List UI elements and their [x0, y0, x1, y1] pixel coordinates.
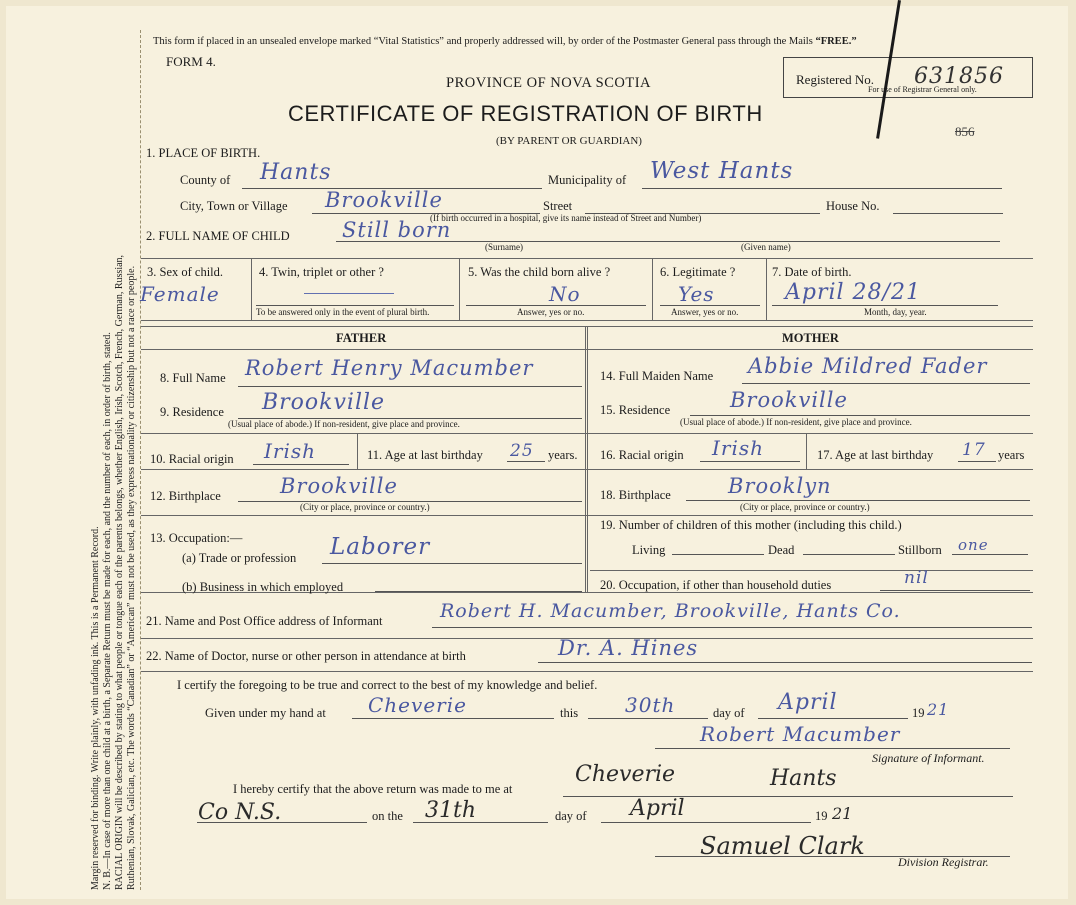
father-residence-value: Brookville	[262, 390, 386, 415]
dead-label: Dead	[768, 543, 795, 557]
legitimate-note: Answer, yes or no.	[671, 307, 739, 317]
business-label: (b) Business in which employed	[182, 580, 344, 594]
registrar-year-prefix: 19	[815, 809, 828, 823]
father-birthplace-value: Brookville	[280, 474, 398, 498]
father-age-label: 11. Age at last birthday	[367, 448, 483, 462]
stillborn-label: Stillborn	[898, 543, 942, 557]
children-label: 19. Number of children of this mother (including this child.)	[600, 518, 902, 532]
form-number: FORM 4.	[166, 54, 216, 69]
margin-note: Ruthenian, Slovak, Galician, etc. The words “Canadian” or “American” must not be used, as they express nationality or citizenship but not a race or people.	[126, 265, 137, 890]
certification-year: 21	[927, 700, 950, 719]
margin-notes	[90, 30, 138, 890]
legitimate-value: Yes	[678, 282, 715, 306]
col-divider	[806, 433, 807, 469]
mother-residence-value: Brookville	[730, 388, 848, 412]
father-racial-label: 10. Racial origin	[150, 452, 234, 466]
registrar-place-value: Cheverie	[575, 762, 676, 787]
mother-racial-value: Irish	[712, 436, 765, 460]
certificate-subtitle: (BY PARENT OR GUARDIAN)	[496, 135, 642, 147]
certification-month: April	[778, 690, 838, 715]
registrar-month: April	[630, 796, 685, 821]
informant-signature: Robert Macumber	[700, 722, 901, 746]
doctor-line	[538, 661, 1032, 663]
father-years-label: years.	[548, 448, 578, 462]
house-label: House No.	[826, 199, 880, 213]
registrar-county-value: Hants	[770, 766, 837, 791]
mother-birthplace-value: Brooklyn	[728, 474, 832, 498]
secondary-number: 856	[955, 124, 975, 139]
registered-label: Registered No.	[796, 72, 874, 87]
dead-line	[803, 553, 895, 555]
mother-birthplace-note: (City or place, province or country.)	[740, 502, 870, 512]
certificate-title: CERTIFICATE OF REGISTRATION OF BIRTH	[288, 101, 763, 126]
mother-occupation-value: nil	[904, 568, 929, 588]
stillborn-value: one	[958, 536, 989, 554]
house-line	[893, 212, 1003, 214]
mother-name-label: 14. Full Maiden Name	[600, 369, 714, 383]
sex-label: 3. Sex of child.	[147, 265, 224, 279]
father-occupation-label: 13. Occupation:—	[150, 531, 243, 545]
parents-divider	[585, 326, 588, 592]
legitimate-line	[660, 304, 760, 306]
twin-note: To be answered only in the event of plural birth.	[256, 307, 430, 317]
mother-age-value: 17	[962, 440, 986, 460]
municipality-value: West Hants	[650, 158, 794, 184]
registrar-note: For use of Registrar General only.	[868, 85, 977, 94]
binding-margin-line	[140, 30, 142, 890]
mother-residence-label: 15. Residence	[600, 403, 671, 417]
business-line	[375, 590, 582, 592]
given-label: Given under my hand at	[205, 706, 326, 720]
living-label: Living	[632, 543, 666, 557]
alive-note: Answer, yes or no.	[517, 307, 585, 317]
certification-day: 30th	[625, 693, 676, 717]
mailing-notice	[153, 36, 857, 47]
trade-label: (a) Trade or profession	[182, 551, 297, 565]
margin-note: Margin reserved for binding. Write plainly, with unfading ink. This is a Permanent Record.	[90, 526, 101, 890]
mother-occupation-label: 20. Occupation, if other than household duties	[600, 578, 832, 592]
informant-line	[432, 626, 1032, 628]
mother-birthplace-line	[686, 499, 1030, 501]
father-racial-line	[253, 463, 349, 465]
twin-label: 4. Twin, triplet or other ?	[259, 265, 384, 279]
trade-line	[322, 562, 582, 564]
doctor-value: Dr. A. Hines	[558, 636, 699, 660]
province-heading: PROVINCE OF NOVA SCOTIA	[446, 75, 651, 91]
doctor-label: 22. Name of Doctor, nurse or other person in attendance at birth	[146, 649, 466, 663]
father-birthplace-note: (City or place, province or country.)	[300, 502, 430, 512]
child-name-value: Still born	[342, 218, 452, 242]
mother-racial-line	[700, 460, 800, 462]
mother-age-label: 17. Age at last birthday	[817, 448, 934, 462]
row-divider	[141, 433, 1033, 434]
registrar-province-value: Co N.S.	[198, 800, 282, 825]
legitimate-label: 6. Legitimate ?	[660, 265, 736, 279]
day-of-label: day of	[713, 706, 745, 720]
mother-birthplace-label: 18. Birthplace	[600, 488, 671, 502]
on-the-label: on the	[372, 809, 403, 823]
registered-number: 631856	[914, 64, 1004, 89]
father-name-line	[238, 385, 582, 387]
mailing-notice-free: “FREE.”	[815, 36, 857, 47]
alive-label: 5. Was the child born alive ?	[468, 265, 611, 279]
alive-line	[466, 304, 646, 306]
month-line	[758, 717, 908, 719]
father-residence-note: (Usual place of abode.) If non-resident, give place and province.	[228, 419, 460, 429]
trade-value: Laborer	[330, 534, 431, 560]
certify-statement: I certify the foregoing to be true and correct to the best of my knowledge and belief.	[177, 678, 598, 692]
registrar-statement: I hereby certify that the above return was made to me at	[233, 782, 513, 796]
twin-value-dash	[304, 293, 394, 294]
father-racial-value: Irish	[264, 439, 317, 463]
col-divider	[652, 258, 653, 320]
city-label: City, Town or Village	[180, 199, 288, 213]
margin-note: RACIAL ORIGIN will be described by stating to what people or tongue each of the parents belongs, whether English, Irish, Scotch, French, German, Russian,	[114, 254, 125, 890]
this-label: this	[560, 706, 579, 720]
surname-caption: (Surname)	[485, 242, 523, 252]
day-line	[588, 717, 708, 719]
street-label: Street	[543, 199, 573, 213]
date-label: 7. Date of birth.	[772, 265, 852, 279]
date-value: April 28/21	[785, 280, 921, 305]
county-value: Hants	[260, 160, 332, 185]
living-line	[672, 553, 764, 555]
alive-value: No	[549, 282, 581, 306]
registrar-day-of-label: day of	[555, 809, 587, 823]
father-age-value: 25	[510, 441, 534, 461]
given-name-caption: (Given name)	[741, 242, 791, 252]
year-prefix: 19	[912, 706, 925, 720]
informant-label: 21. Name and Post Office address of Informant	[146, 614, 383, 628]
father-heading: FATHER	[336, 331, 387, 345]
informant-signature-line	[655, 747, 1010, 749]
col-divider	[459, 258, 460, 320]
mother-name-line	[742, 382, 1030, 384]
col-divider	[766, 258, 767, 320]
father-name-value: Robert Henry Macumber	[245, 356, 534, 380]
col-divider	[251, 258, 252, 320]
given-place-value: Cheverie	[368, 693, 467, 717]
date-note: Month, day, year.	[864, 307, 927, 317]
father-residence-label: 9. Residence	[160, 405, 224, 419]
municipality-label: Municipality of	[548, 173, 627, 187]
row-divider	[590, 570, 1033, 571]
mother-heading: MOTHER	[782, 331, 839, 345]
given-place-line	[352, 717, 554, 719]
registrar-day: 31th	[425, 798, 477, 823]
registrar-year: 21	[832, 804, 853, 823]
mother-occupation-line	[880, 589, 1030, 591]
mother-residence-note: (Usual place of abode.) If non-resident, give place and province.	[680, 417, 912, 427]
father-birthplace-label: 12. Birthplace	[150, 489, 221, 503]
row-divider	[141, 469, 1033, 470]
row-divider	[141, 671, 1033, 672]
date-line	[772, 304, 998, 306]
row-divider	[141, 320, 1033, 321]
sex-value: Female	[140, 282, 220, 306]
margin-note: N. B.—In case of more than one child at a birth, a Separate Return must be made for each, and the number of each, in order of birth, stated.	[102, 332, 113, 890]
col-divider	[357, 433, 358, 469]
registered-box	[783, 57, 1033, 98]
row-divider	[141, 258, 1033, 259]
mother-name-value: Abbie Mildred Fader	[748, 354, 988, 378]
municipality-line	[642, 187, 1002, 189]
city-value: Brookville	[325, 188, 443, 212]
mother-age-line	[958, 460, 996, 462]
mother-racial-label: 16. Racial origin	[600, 448, 684, 462]
county-label: County of	[180, 173, 231, 187]
registrar-month-line	[601, 821, 811, 823]
registrar-caption: Division Registrar.	[898, 855, 989, 869]
row-divider	[141, 515, 1033, 516]
father-name-label: 8. Full Name	[160, 371, 226, 385]
registrar-signature: Samuel Clark	[700, 832, 865, 860]
place-of-birth-heading: 1. PLACE OF BIRTH.	[146, 146, 261, 160]
informant-value: Robert H. Macumber, Brookville, Hants Co.	[440, 600, 901, 622]
mother-years-label: years	[998, 448, 1025, 462]
twin-line	[256, 304, 454, 306]
mother-residence-line	[690, 414, 1030, 416]
mailing-notice-text: This form if placed in an unsealed envelope marked “Vital Statistics” and properly addressed will, by order of the Postmaster General pass through the Mails	[153, 36, 813, 47]
hospital-note: (If birth occurred in a hospital, give its name instead of Street and Number)	[430, 213, 702, 223]
signature-caption: Signature of Informant.	[872, 751, 985, 765]
child-name-label: 2. FULL NAME OF CHILD	[146, 229, 290, 243]
